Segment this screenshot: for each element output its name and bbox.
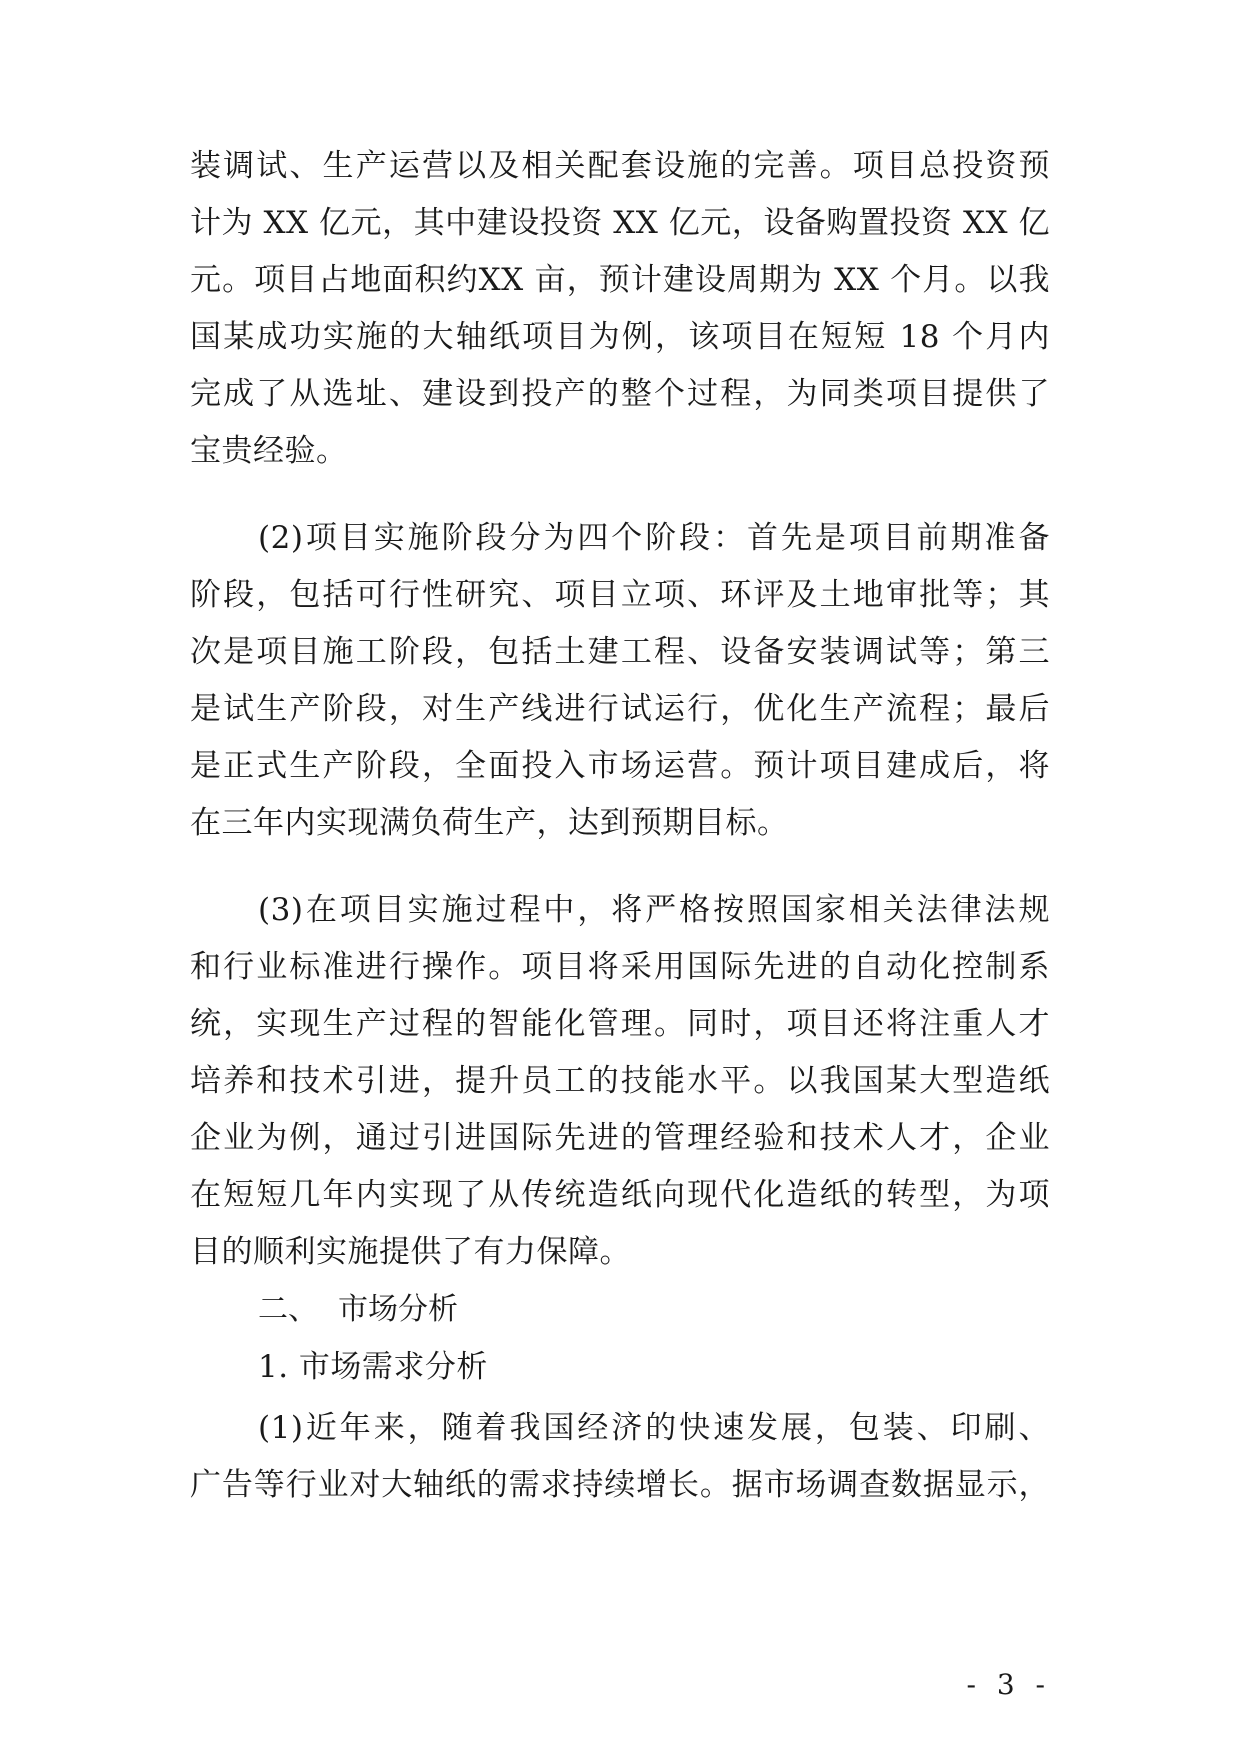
paragraph-line: 统，实现生产过程的智能化管理。同时，项目还将注重人才 xyxy=(190,1006,1050,1042)
paragraph-line: (1)近年来，随着我国经济的快速发展，包装、印刷、 xyxy=(258,1410,1050,1446)
section-heading-title: 市场分析 xyxy=(338,1292,458,1327)
paragraph-line: 广告等行业对大轴纸的需求持续增长。据市场调查数据显示， xyxy=(190,1467,1050,1503)
paragraph-line: 是试生产阶段，对生产线进行试运行，优化生产流程；最后 xyxy=(190,691,1050,727)
paragraph-line: 次是项目施工阶段，包括土建工程、设备安装调试等；第三 xyxy=(190,634,1050,670)
paragraph-line: 在短短几年内实现了从传统造纸向现代化造纸的转型，为项 xyxy=(190,1177,1050,1213)
paragraph-line: 培养和技术引进，提升员工的技能水平。以我国某大型造纸 xyxy=(190,1063,1050,1099)
paragraph-line: 是正式生产阶段，全面投入市场运营。预计项目建成后，将 xyxy=(190,748,1050,784)
paragraph-line: 国某成功实施的大轴纸项目为例，该项目在短短 18 个月内 xyxy=(190,319,1050,355)
paragraph-line: (2)项目实施阶段分为四个阶段：首先是项目前期准备 xyxy=(258,520,1050,556)
paragraph-line: 企业为例，通过引进国际先进的管理经验和技术人才，企业 xyxy=(190,1120,1050,1156)
paragraph-line: 在三年内实现满负荷生产，达到预期目标。 xyxy=(190,805,789,841)
paragraph-line: 元。项目占地面积约XX 亩，预计建设周期为 XX 个月。以我 xyxy=(190,262,1050,298)
paragraph-line: 计为 XX 亿元，其中建设投资 XX 亿元，设备购置投资 XX 亿 xyxy=(190,205,1050,241)
paragraph-line: 阶段，包括可行性研究、项目立项、环评及土地审批等；其 xyxy=(190,577,1050,613)
paragraph-line: 装调试、生产运营以及相关配套设施的完善。项目总投资预 xyxy=(190,148,1050,184)
paragraph-line: 完成了从选址、建设到投产的整个过程，为同类项目提供了 xyxy=(190,376,1050,412)
page-number: - 3 - xyxy=(966,1668,1051,1701)
section-heading-number: 二、 xyxy=(258,1292,318,1327)
paragraph-line: 宝贵经验。 xyxy=(190,433,348,469)
paragraph-line: 目的顺利实施提供了有力保障。 xyxy=(190,1234,631,1270)
paragraph-line: 和行业标准进行操作。项目将采用国际先进的自动化控制系 xyxy=(190,949,1050,985)
paragraph-line: (3)在项目实施过程中，将严格按照国家相关法律法规 xyxy=(258,892,1050,928)
subsection-heading: 1. 市场需求分析 xyxy=(258,1349,488,1385)
